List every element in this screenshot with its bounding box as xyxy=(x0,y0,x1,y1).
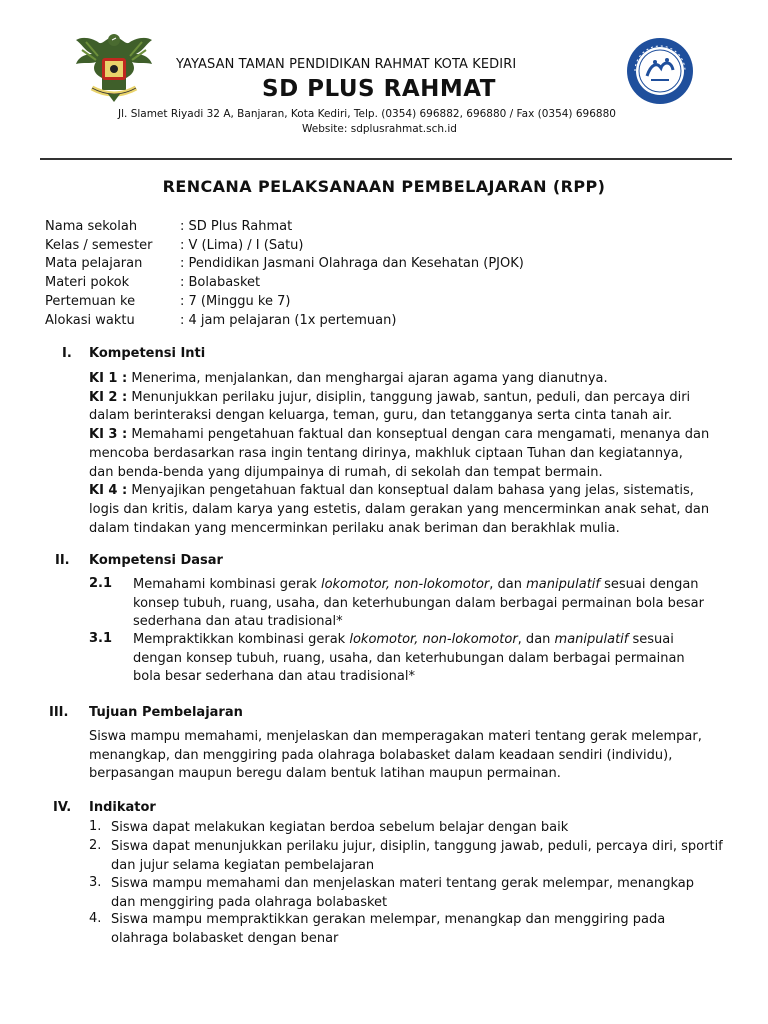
kd-text-part: sesuai xyxy=(632,632,674,647)
kd-line: bola besar sederhana dan atau tradisional* xyxy=(133,669,415,685)
identity-value: : Pendidikan Jasmani Olahraga dan Kesehatan (PJOK) xyxy=(180,256,524,272)
identity-row xyxy=(45,312,524,331)
indikator-number: 3. xyxy=(89,875,102,890)
ki-line: dalam tindakan yang mencerminkan perilaku anak beriman dan berakhlak mulia. xyxy=(89,520,620,536)
ki-list xyxy=(89,370,729,538)
ki-line xyxy=(89,370,729,389)
indikator-line: dan menggiring pada olahraga bolabasket xyxy=(111,894,388,910)
identity-row xyxy=(45,255,524,274)
tujuan-line: menangkap, dan menggiring pada olahraga bolabasket dalam keadaan sendiri (individu), xyxy=(89,747,673,763)
section-number: IV. xyxy=(53,800,72,815)
ki-label: KI 1 : xyxy=(89,371,128,386)
indikator-line: Siswa mampu mempraktikkan gerakan melempar, menangkap dan menggiring pada xyxy=(111,912,666,927)
document-title: RENCANA PELAKSANAAN PEMBELAJARAN (RPP) xyxy=(162,177,606,196)
identity-label: Pertemuan ke xyxy=(45,293,136,309)
identity-label: Kelas / semester xyxy=(45,237,153,253)
ki-line: dalam berinteraksi dengan keluarga, teman, guru, dan tetangganya serta cinta tanah air. xyxy=(89,408,673,424)
kd-number: 3.1 xyxy=(89,631,113,646)
indikator-line: olahraga bolabasket dengan benar xyxy=(111,930,339,946)
ki-line: dan benda-benda yang dijumpainya di rumah, di sekolah dan tempat bermain. xyxy=(89,464,603,480)
identity-value: : 4 jam pelajaran (1x pertemuan) xyxy=(180,312,397,328)
indikator-item xyxy=(111,819,568,838)
indikator-line: Siswa dapat melakukan kegiatan berdoa sebelum belajar dengan baik xyxy=(111,820,569,835)
school-name: SD PLUS RAHMAT xyxy=(262,76,496,102)
identity-value: : 7 (Minggu ke 7) xyxy=(180,293,291,309)
tujuan-line: Siswa mampu memahami, menjelaskan dan memperagakan materi tentang gerak melempar, xyxy=(89,729,702,744)
identity-row xyxy=(45,293,524,312)
kd-text-part: , dan xyxy=(489,577,527,592)
school-website: Website: sdplusrahmat.sch.id xyxy=(302,123,457,135)
identity-row xyxy=(45,274,524,293)
identity-table xyxy=(45,218,524,330)
indikator-line: Siswa mampu memahami dan menjelaskan materi tentang gerak melempar, menangkap xyxy=(111,876,694,891)
indikator-item xyxy=(111,875,694,912)
kd-term: manipulatif xyxy=(526,577,605,592)
identity-label: Mata pelajaran xyxy=(45,256,143,272)
ki-line xyxy=(89,426,729,445)
ki-line xyxy=(89,482,729,501)
ki-line xyxy=(89,389,729,408)
indikator-line: dan jujur selama kegiatan pembelajaran xyxy=(111,857,375,873)
identity-value: : SD Plus Rahmat xyxy=(180,219,293,234)
ki-text: Menunjukkan perilaku jujur, disiplin, tanggung jawab, santun, peduli, dan percaya diri xyxy=(127,389,691,405)
ki-text: Menyajikan pengetahuan faktual dan konseptual dalam bahasa yang jelas, sistematis, xyxy=(127,483,694,499)
ki-line: logis dan kritis, dalam karya yang estetis, dalam gerakan yang mencerminkan anak sehat, dan xyxy=(89,501,710,517)
kd-term: lokomotor, non-lokomotor xyxy=(349,632,518,647)
section-heading: Kompetensi Dasar xyxy=(89,553,223,568)
indikator-number: 2. xyxy=(89,838,102,853)
section-number: II. xyxy=(55,553,70,568)
ki-label: KI 3 : xyxy=(89,427,128,443)
kd-text-part: Memahami kombinasi gerak xyxy=(133,577,321,592)
section-heading: Indikator xyxy=(89,800,156,815)
ki-line: mencoba berdasarkan rasa ingin tentang dirinya, makhluk ciptaan Tuhan dan kegiatannya, xyxy=(89,445,683,461)
school-address: Jl. Slamet Riyadi 32 A, Banjaran, Kota Kediri, Telp. (0354) 696882, 696880 / Fax (0354) 696880 xyxy=(118,108,616,120)
school-crest-icon xyxy=(625,36,695,106)
ki-label: KI 2 : xyxy=(89,389,128,405)
section-heading: Kompetensi Inti xyxy=(89,346,206,361)
identity-row xyxy=(45,237,524,256)
kd-term: manipulatif xyxy=(554,632,633,647)
section-number: III. xyxy=(49,705,69,720)
identity-row xyxy=(45,218,524,237)
indikator-number: 1. xyxy=(89,819,102,834)
tujuan-paragraph xyxy=(89,728,729,784)
identity-value: : V (Lima) / I (Satu) xyxy=(180,237,304,253)
kd-item xyxy=(133,631,685,687)
ki-text: Memahami pengetahuan faktual dan konseptual dengan cara mengamati, menanya dan xyxy=(127,427,710,443)
indikator-item xyxy=(111,911,665,948)
kd-text-part: , dan xyxy=(517,632,555,647)
identity-label: Nama sekolah xyxy=(45,219,138,234)
kd-line xyxy=(133,631,685,650)
identity-value: : Bolabasket xyxy=(180,275,261,291)
ki-label: KI 4 : xyxy=(89,483,128,499)
kd-line: dengan konsep tubuh, ruang, usaha, dan keterhubungan dalam berbagai permainan xyxy=(133,650,685,666)
kd-item xyxy=(133,576,704,632)
section-number: I. xyxy=(62,346,72,361)
kd-text-part: Mempraktikkan kombinasi gerak xyxy=(133,632,350,647)
kd-term: lokomotor, non-lokomotor xyxy=(320,577,490,592)
header-divider xyxy=(40,158,732,160)
kd-line: konsep tubuh, ruang, usaha, dan keterhubungan dalam berbagai permainan bola besar xyxy=(133,595,704,611)
foundation-name: YAYASAN TAMAN PENDIDIKAN RAHMAT KOTA KEDIRI xyxy=(176,57,517,72)
ki-text: Menerima, menjalankan, dan menghargai ajaran agama yang dianutnya. xyxy=(127,371,608,386)
kd-text-part: sesuai dengan xyxy=(604,577,699,592)
section-heading: Tujuan Pembelajaran xyxy=(89,705,243,720)
indikator-item xyxy=(111,838,723,875)
garuda-emblem-icon xyxy=(72,28,156,108)
indikator-line: Siswa dapat menunjukkan perilaku jujur, disiplin, tanggung jawab, peduli, percaya diri, sportif xyxy=(111,839,723,854)
identity-label: Alokasi waktu xyxy=(45,312,135,328)
tujuan-line: berpasangan maupun beregu dalam bentuk latihan maupun permainan. xyxy=(89,766,561,782)
kd-line xyxy=(133,576,704,595)
kd-line: sederhana dan atau tradisional* xyxy=(133,614,343,630)
kd-number: 2.1 xyxy=(89,576,113,591)
identity-label: Materi pokok xyxy=(45,275,130,291)
indikator-number: 4. xyxy=(89,911,102,926)
